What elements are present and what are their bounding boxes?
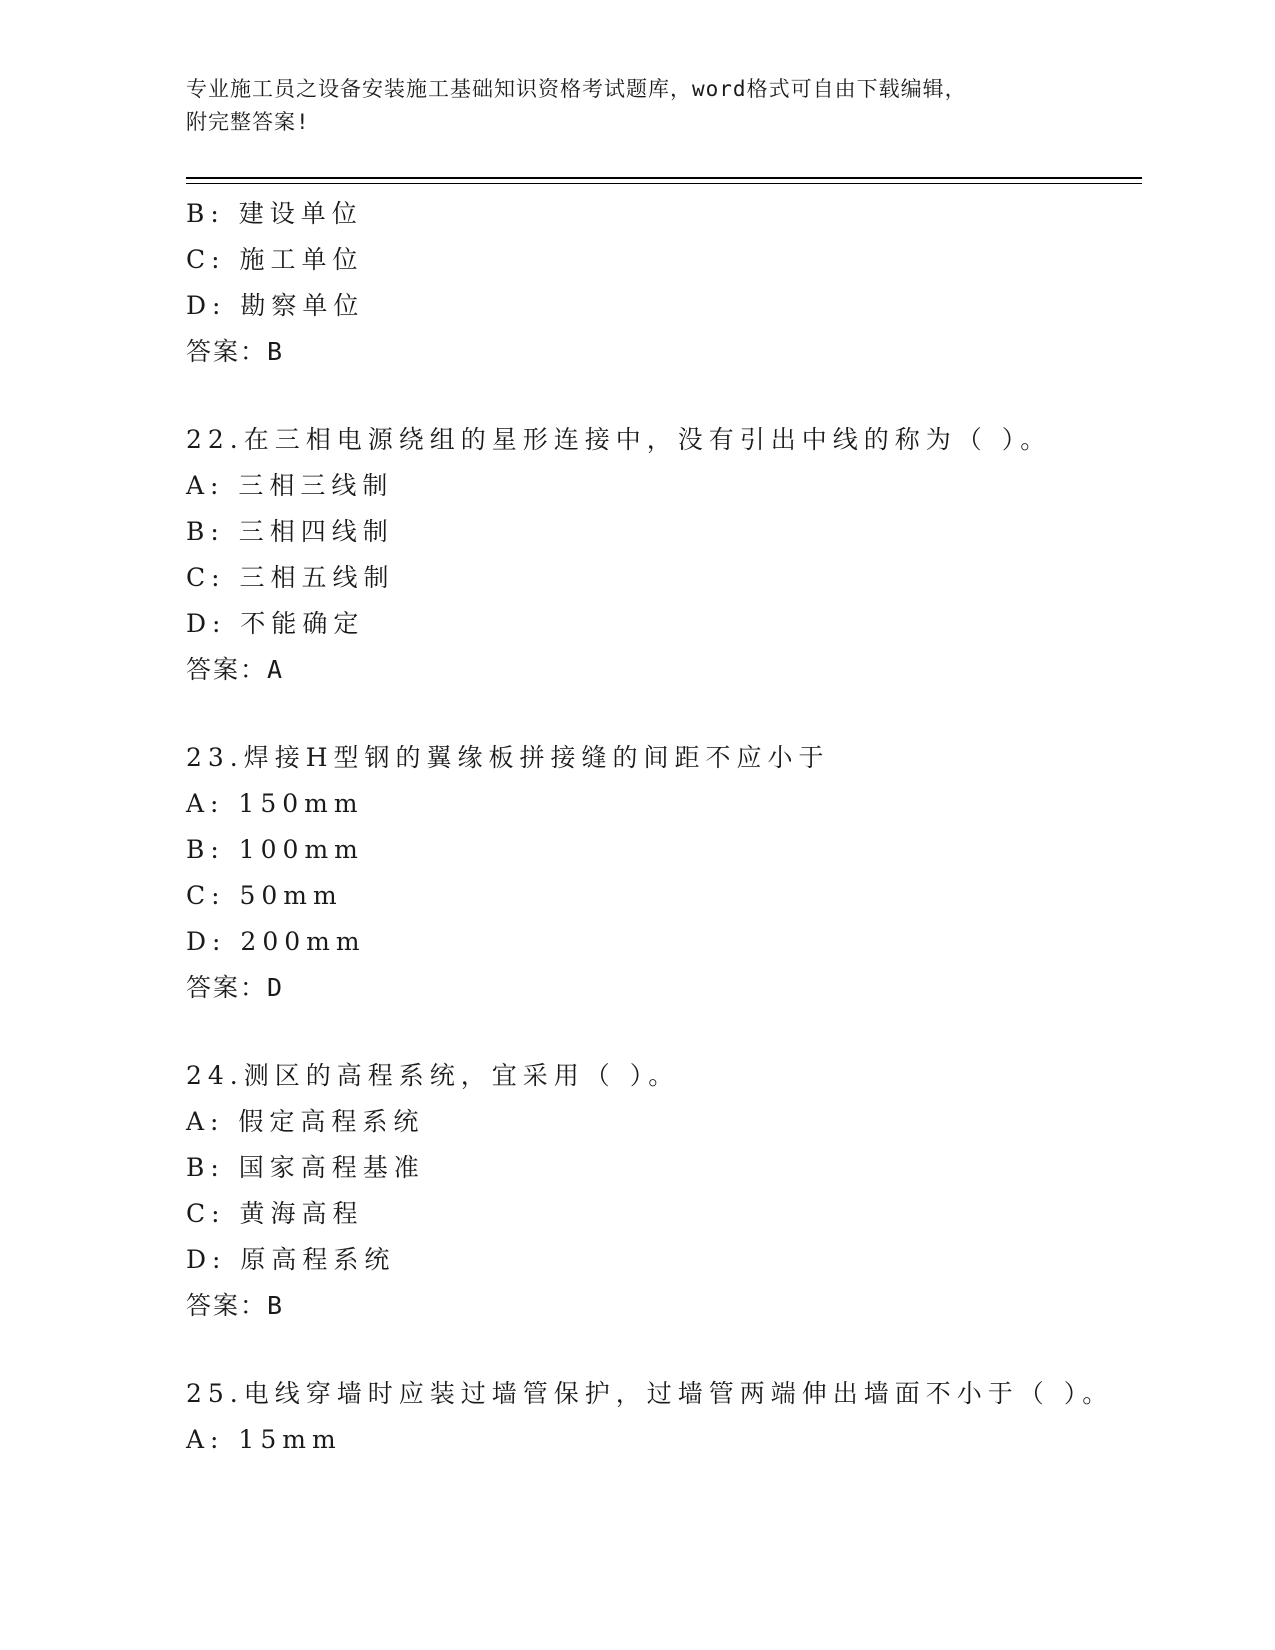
question-text: 24.测区的高程系统，宜采用（ ）。 bbox=[186, 1061, 680, 1090]
option-d: D: 原高程系统 bbox=[186, 1245, 396, 1274]
option-c: C: 黄海高程 bbox=[186, 1199, 364, 1228]
option-d: D: 不能确定 bbox=[186, 609, 365, 638]
question-block bbox=[186, 1371, 1142, 1463]
header-line-2: 附完整答案! bbox=[186, 110, 310, 134]
option-c: C: 三相五线制 bbox=[186, 563, 395, 592]
option-b: B: 三相四线制 bbox=[186, 517, 394, 546]
header-divider-thick bbox=[186, 177, 1142, 179]
question-text: 25.电线穿墙时应装过墙管保护，过墙管两端伸出墙面不小于（ ）。 bbox=[186, 1379, 1114, 1408]
question-block bbox=[186, 191, 1142, 375]
document-header bbox=[186, 73, 1086, 139]
question-block bbox=[186, 1053, 1142, 1329]
answer-line: 答案：B bbox=[186, 1291, 285, 1320]
question-text: 22.在三相电源绕组的星形连接中，没有引出中线的称为（ ）。 bbox=[186, 425, 1052, 454]
option-b: B: 建设单位 bbox=[186, 199, 363, 228]
option-d: D: 勘察单位 bbox=[186, 291, 365, 320]
answer-line: 答案：B bbox=[186, 337, 285, 366]
option-b: B: 国家高程基准 bbox=[186, 1153, 425, 1182]
option-a: A: 15mm bbox=[186, 1425, 342, 1454]
question-text: 23.焊接H型钢的翼缘板拼接缝的间距不应小于 bbox=[186, 743, 830, 772]
option-d: D: 200mm bbox=[186, 927, 366, 956]
answer-line: 答案：D bbox=[186, 973, 285, 1002]
option-a: A: 假定高程系统 bbox=[186, 1107, 425, 1136]
question-list bbox=[186, 191, 1142, 1463]
question-block bbox=[186, 735, 1142, 1011]
option-c: C: 施工单位 bbox=[186, 245, 364, 274]
option-a: A: 150mm bbox=[186, 789, 364, 818]
header-divider-thin bbox=[186, 183, 1142, 184]
question-block bbox=[186, 417, 1142, 693]
option-a: A: 三相三线制 bbox=[186, 471, 394, 500]
header-line-1: 专业施工员之设备安装施工基础知识资格考试题库，word格式可自由下载编辑， bbox=[186, 77, 967, 101]
option-c: C: 50mm bbox=[186, 881, 343, 910]
option-b: B: 100mm bbox=[186, 835, 364, 864]
answer-line: 答案：A bbox=[186, 655, 285, 684]
